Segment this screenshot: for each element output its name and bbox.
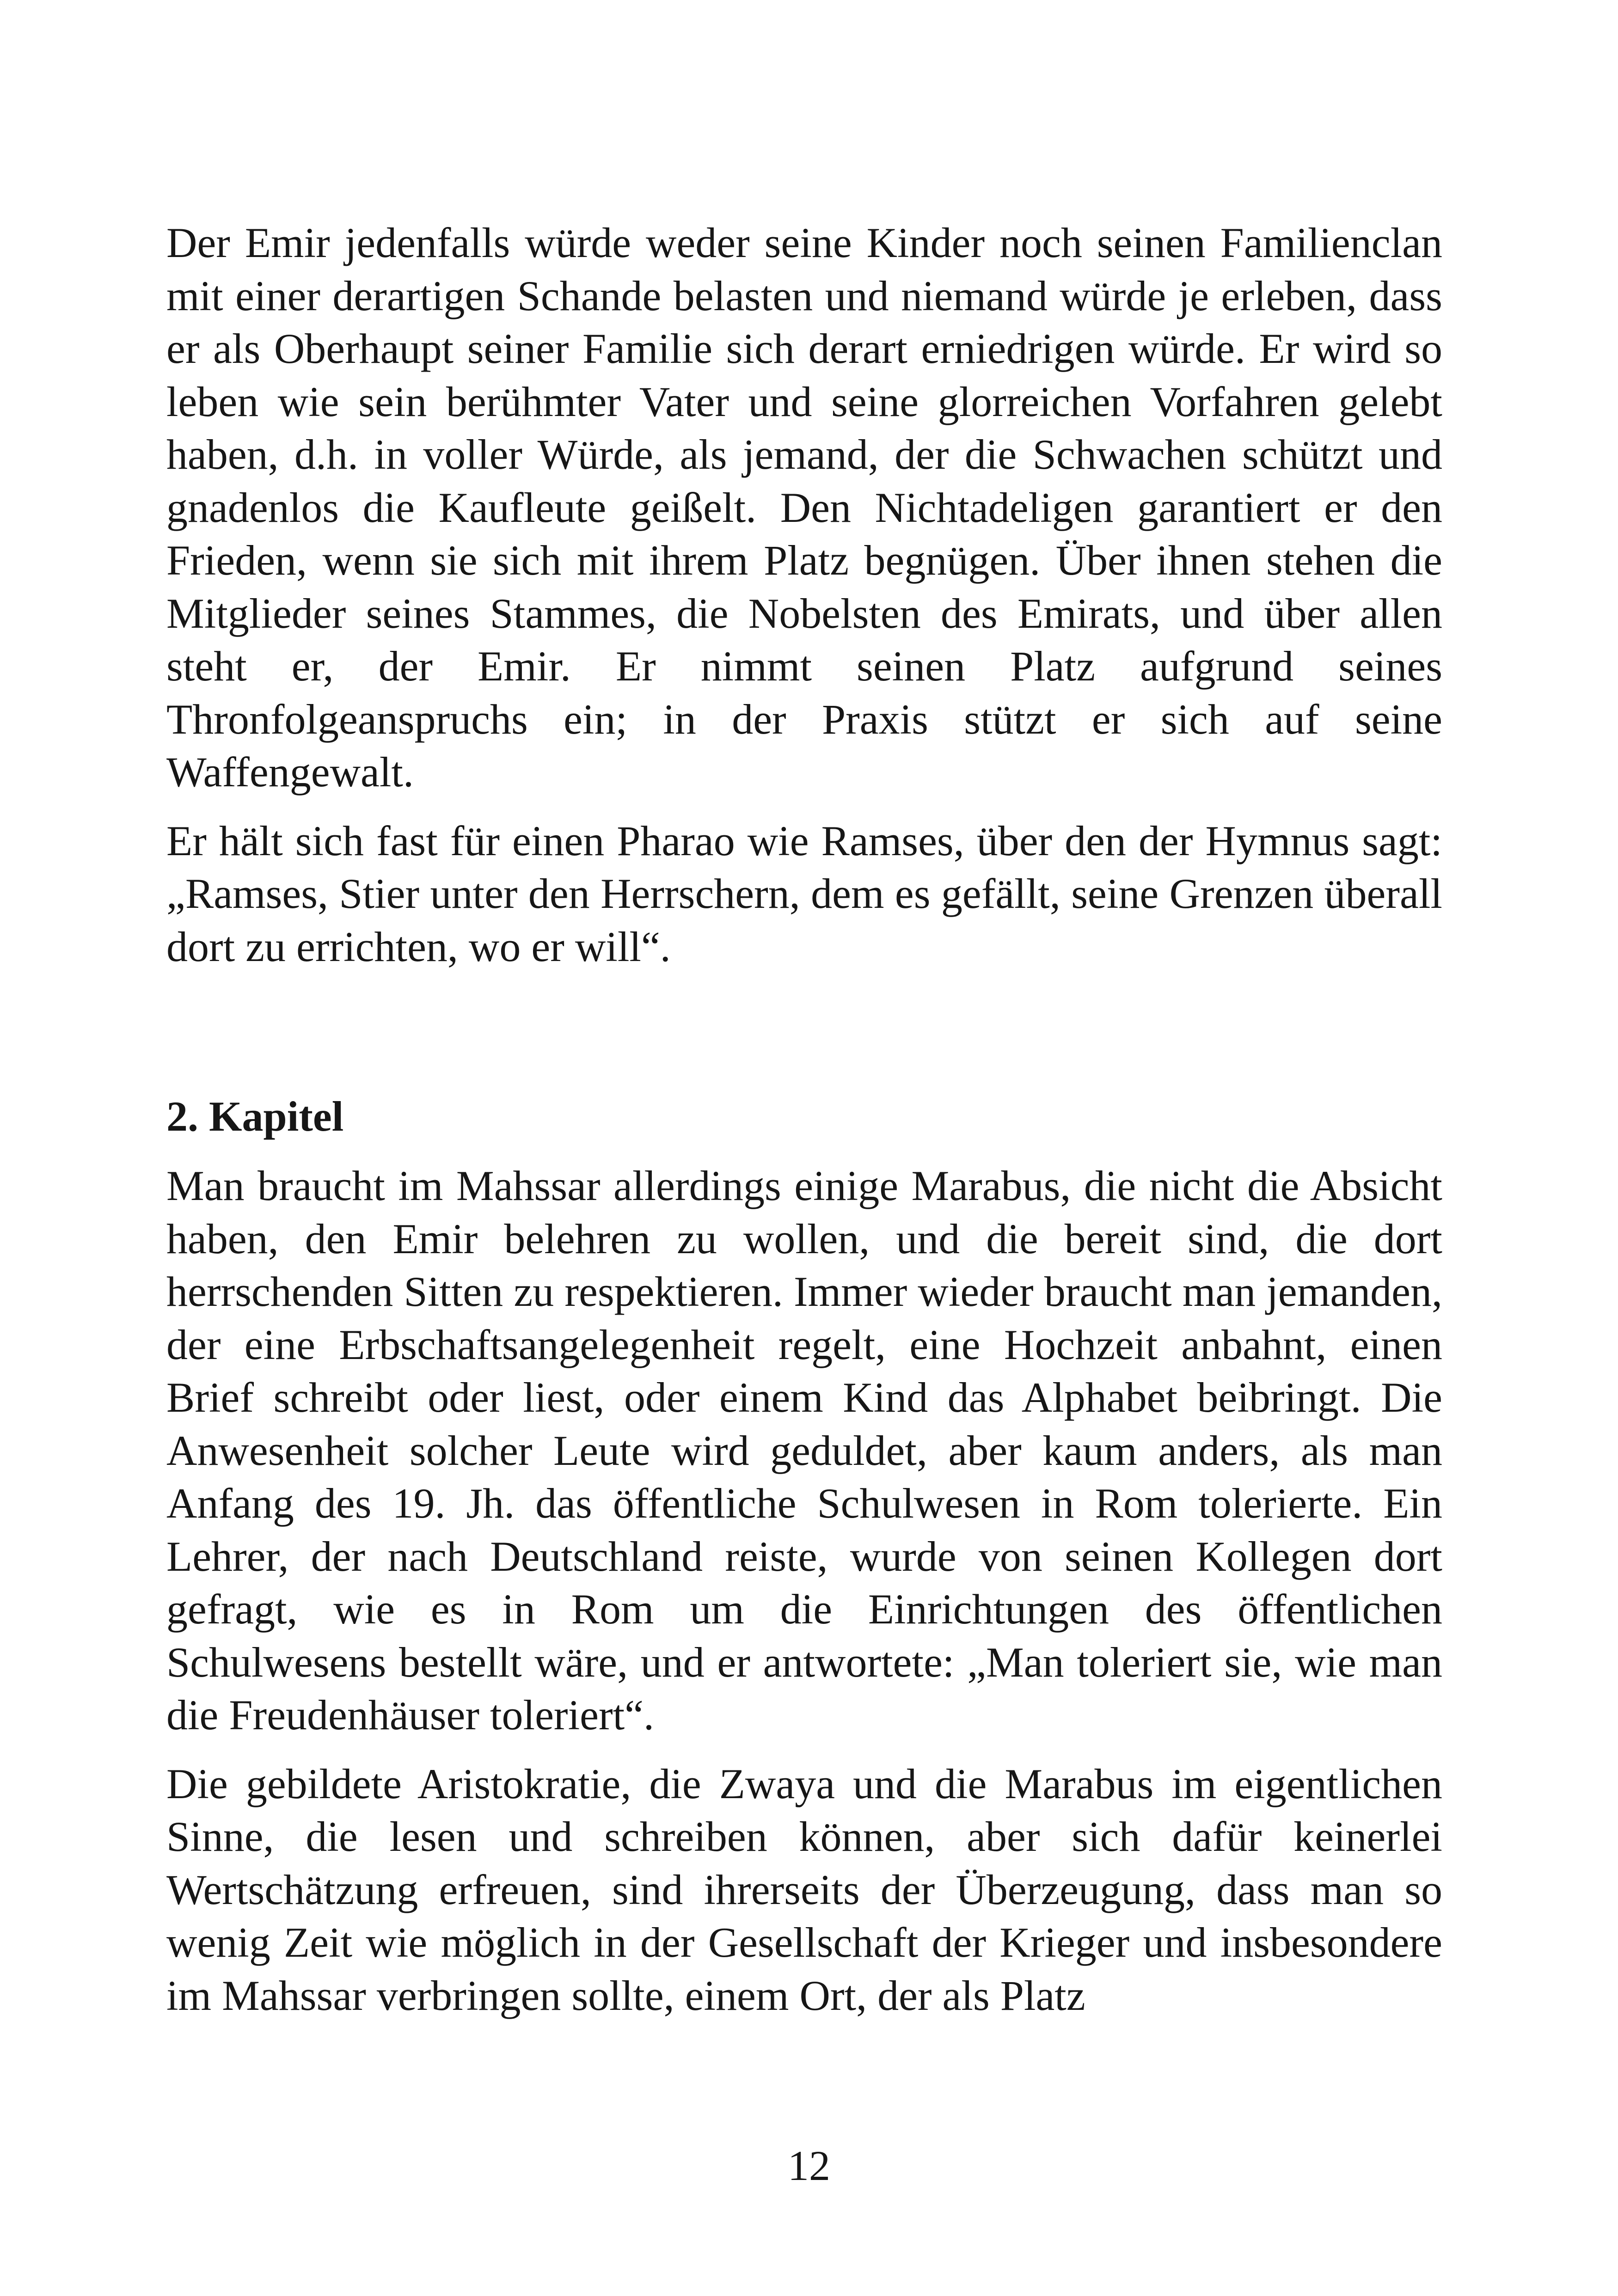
paragraph-marabus: Man braucht im Mahssar allerdings einige Marabus, die nicht die Absicht haben, den Emir belehren zu wollen, und die bereit sind, die dort herrschenden Sitten zu respektieren. Immer wieder braucht man jemanden, der eine Erbschaftsangelegenheit regelt, eine Hochzeit anbahnt, einen Brief schreibt oder liest, oder einem Kind das Alphabet beibringt. Die Anwesenheit solcher Leute wird geduldet, aber kaum anders, als man Anfang des 19. Jh. das öffentliche Schulwesen in Rom tolerierte. Ein Lehrer, der nach Deutschland reiste, wurde von seinen Kollegen dort gefragt, wie es in Rom um die Einrichtungen des öffentlichen Schulwesens bestellt wäre, und er antwortete: „Man toleriert sie, wie man die Freudenhäuser toleriert“. bbox=[166, 1162, 1442, 1739]
chapter-body bbox=[166, 1159, 1442, 2022]
paragraph-emir-dignity: Der Emir jedenfalls würde weder seine Kinder noch seinen Familienclan mit einer derartigen Schande belasten und niemand würde je erleben, dass er als Oberhaupt seiner Familie sich derart erniedrigen würde. Er wird so leben wie sein berühmter Vater und seine glorreichen Vorfahren gelebt haben, d.h. in voller Würde, als jemand, der die Schwachen schützt und gnadenlos die Kaufleute geißelt. Den Nichtadeligen garantiert er den Frieden, wenn sie sich mit ihrem Platz begnügen. Über ihnen stehen die Mitglieder seines Stammes, die Nobelsten des Emirats, und über allen steht er, der Emir. Er nimmt seinen Platz aufgrund seines Thronfolgeanspruchs ein; in der Praxis stützt er sich auf seine Waffengewalt. bbox=[166, 219, 1442, 796]
paragraph-pharao-ramses: Er hält sich fast für einen Pharao wie Ramses, über den der Hymnus sagt: „Ramses, Stier unter den Herrschern, dem es gefällt, seine Grenzen überall dort zu errichten, wo er will“. bbox=[166, 817, 1442, 970]
section-body-top bbox=[166, 216, 1442, 973]
page-number: 12 bbox=[788, 2142, 830, 2189]
paragraph-aristocracy: Die gebildete Aristokratie, die Zwaya und die Marabus im eigentlichen Sinne, die lesen und schreiben können, aber sich dafür keinerlei Wertschätzung erfreuen, sind ihrerseits der Überzeugung, dass man so wenig Zeit wie möglich in der Gesellschaft der Krieger und insbesondere im Mahssar verbringen sollte, einem Ort, der als Platz bbox=[166, 1760, 1442, 2019]
chapter-heading: 2. Kapitel bbox=[166, 1093, 344, 1140]
